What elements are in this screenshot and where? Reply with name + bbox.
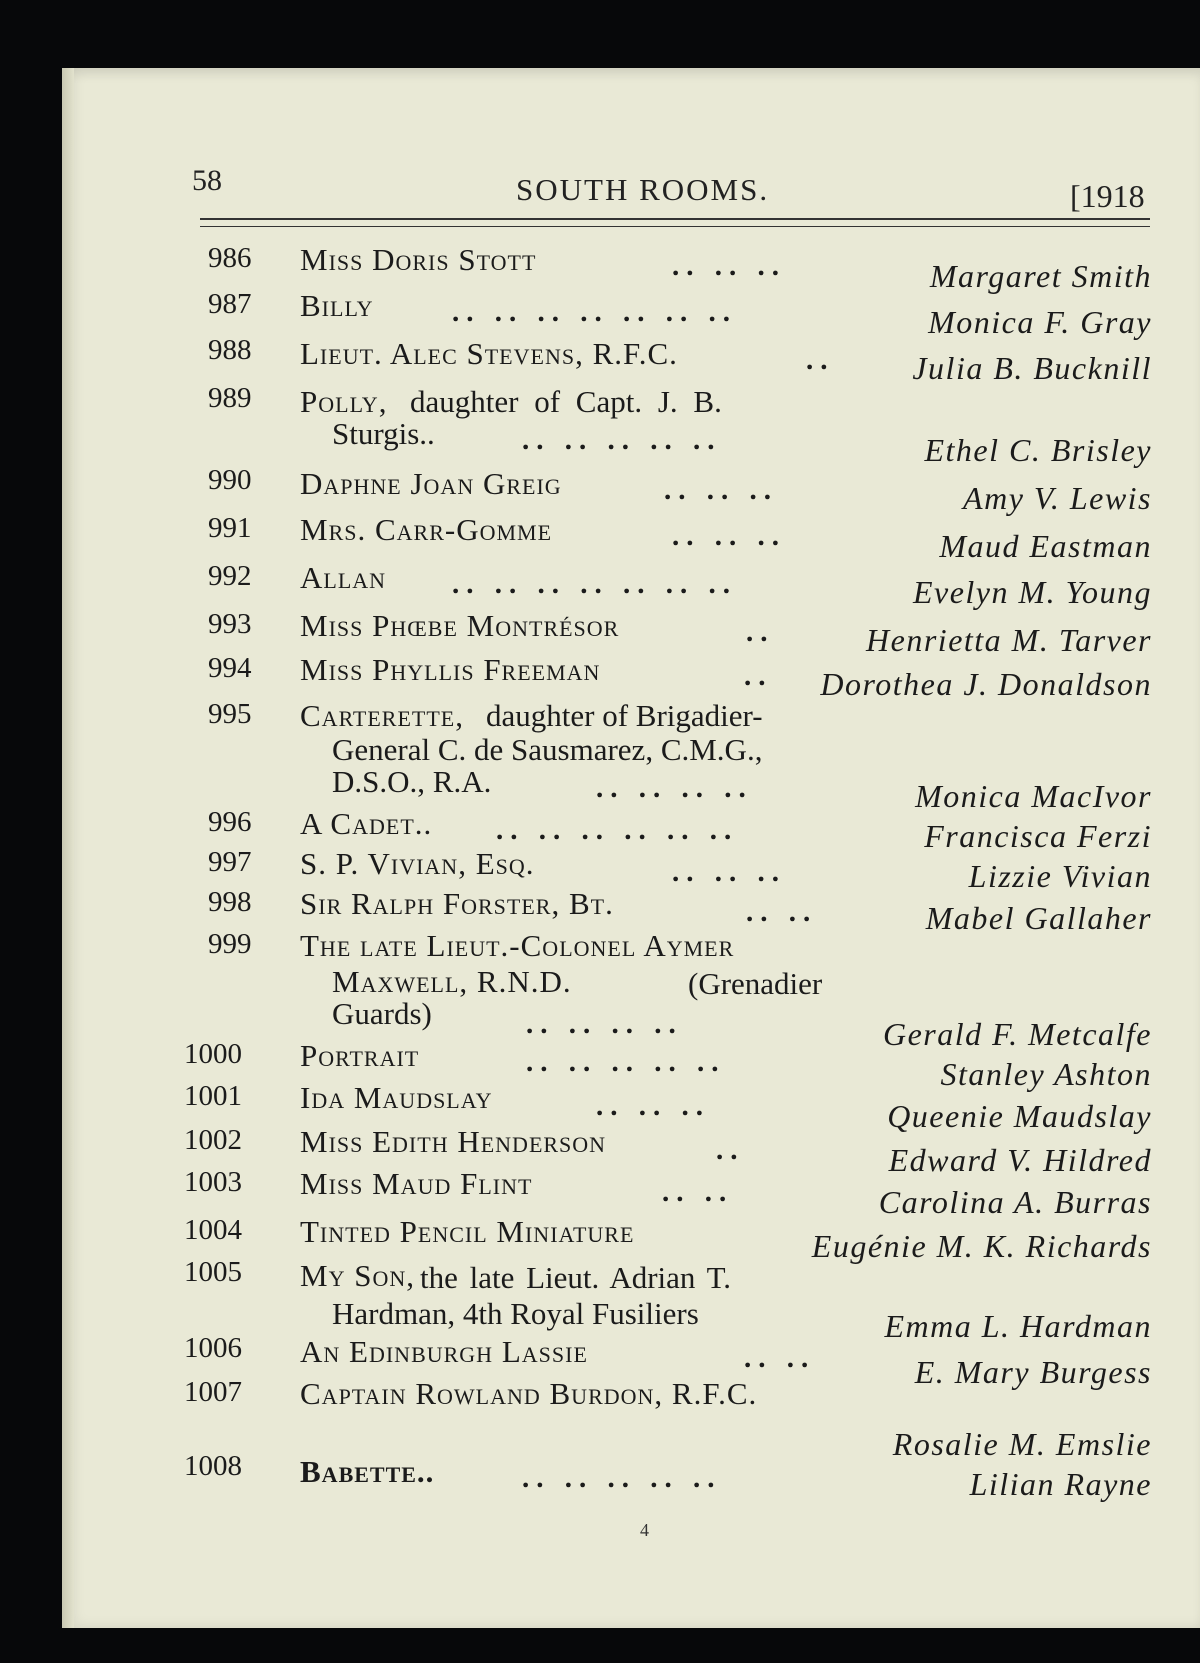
entry-artist: Margaret Smith [929, 258, 1152, 294]
entry-number: 986 [208, 242, 252, 274]
leader-dots: .. .. .. .. .. [526, 1046, 726, 1078]
entry-number: 997 [208, 846, 252, 878]
leader-dots: .. [716, 1134, 745, 1166]
entry-artist: Stanley Ashton [940, 1056, 1152, 1092]
entry-title-line2: General C. de Sausmarez, C.M.G., [332, 732, 763, 767]
leader-dots: .. .. [746, 896, 818, 928]
entry-number: 989 [208, 382, 252, 414]
entry-title: An Edinburgh Lassie [300, 1334, 588, 1369]
entry-number: 1003 [184, 1166, 242, 1198]
leader-dots: .. .. .. .. .. .. .. [452, 296, 737, 328]
entry-title: Allan [300, 560, 387, 595]
entry-title: Portrait [300, 1038, 420, 1073]
entry-number: 994 [208, 652, 252, 684]
entry-title: Miss Phyllis Freeman [300, 652, 601, 687]
entry-number: 1006 [184, 1332, 242, 1364]
leader-dots: .. .. .. [664, 474, 778, 506]
entry-title-continued: (Grenadier [688, 966, 823, 1001]
entry-title: Captain Rowland Burdon, R.F.C. [300, 1376, 758, 1411]
entry-title: Miss Phœbe Montrésor [300, 608, 620, 643]
entry-title: The late Lieut.-Colonel Aymer [300, 928, 735, 963]
leader-dots: .. [806, 344, 835, 376]
leader-dots: .. .. .. .. [526, 1008, 683, 1040]
entry-title: Mrs. Carr-Gomme [300, 512, 553, 547]
leader-dots: .. .. .. .. .. .. .. [452, 568, 737, 600]
entry-artist: Monica F. Gray [928, 304, 1152, 340]
entry-number: 1002 [184, 1124, 242, 1156]
entry-artist: Lizzie Vivian [968, 858, 1152, 894]
entry-title-line2: Maxwell, R.N.D. [332, 964, 572, 999]
leader-dots: .. .. .. .. .. [522, 1462, 722, 1494]
entry-number: 998 [208, 886, 252, 918]
entry-number: 990 [208, 464, 252, 496]
entry-number: 1004 [184, 1214, 242, 1246]
entry-number: 988 [208, 334, 252, 366]
page-number: 58 [192, 164, 222, 197]
entry-artist: Evelyn M. Young [912, 574, 1152, 610]
entry-artist: Monica MacIvor [915, 778, 1152, 814]
entry-title: Babette.. [300, 1454, 435, 1489]
entry-artist: Rosalie M. Emslie [892, 1426, 1152, 1462]
entry-artist: Gerald F. Metcalfe [882, 1016, 1152, 1052]
entry-title-continued: daughter of Brigadier- [486, 698, 763, 733]
entry-title: Daphne Joan Greig [300, 466, 562, 501]
entry-artist: Julia B. Bucknill [912, 350, 1152, 386]
entry-artist: Ethel C. Brisley [924, 432, 1152, 468]
entry-title-continued: daughter of Capt. J. B. [410, 384, 722, 419]
entry-title: My Son, [300, 1258, 415, 1293]
entry-title: Tinted Pencil Miniature [300, 1214, 635, 1249]
entry-title: Miss Maud Flint [300, 1166, 533, 1201]
leader-dots: .. .. [662, 1176, 734, 1208]
entry-title: Billy [300, 288, 374, 323]
entry-artist: Edward V. Hildred [888, 1142, 1152, 1178]
leader-dots: .. [746, 616, 775, 648]
entry-artist: Henrietta M. Tarver [866, 622, 1152, 658]
entry-number: 992 [208, 560, 252, 592]
leader-dots: .. .. .. [672, 520, 786, 552]
entry-number: 1008 [184, 1450, 242, 1482]
entry-title-line3: Guards) [332, 996, 432, 1031]
entry-title: Carterette, [300, 698, 464, 733]
year-label: [1918 [1070, 178, 1145, 214]
leader-dots: .. .. [744, 1342, 816, 1374]
entry-title-line3: D.S.O., R.A. [332, 764, 492, 799]
entry-number: 1000 [184, 1038, 242, 1070]
entry-title-line2: Hardman, 4th Royal Fusiliers [332, 1296, 699, 1331]
footer-mark: 4 [640, 1520, 649, 1540]
entry-artist: Francisca Ferzi [924, 818, 1152, 854]
entry-title: Miss Doris Stott [300, 242, 537, 277]
leader-dots: .. .. .. .. .. .. [496, 814, 739, 846]
entry-number: 1005 [184, 1256, 242, 1288]
entry-number: 1007 [184, 1376, 242, 1408]
entry-title: Sir Ralph Forster, Bt. [300, 886, 614, 921]
entry-number: 1001 [184, 1080, 242, 1112]
entry-artist: Dorothea J. Donaldson [820, 666, 1152, 702]
entry-artist: Emma L. Hardman [884, 1308, 1152, 1344]
entry-artist: Eugénie M. K. Richards [811, 1228, 1152, 1264]
leader-dots: .. .. .. [596, 1090, 710, 1122]
entry-number: 991 [208, 512, 252, 544]
entry-artist: Maud Eastman [939, 528, 1152, 564]
leader-dots: .. .. .. [672, 250, 786, 282]
entry-artist: Mabel Gallaher [925, 900, 1152, 936]
leader-dots: .. [744, 660, 773, 692]
entry-number: 987 [208, 288, 252, 320]
entry-number: 996 [208, 806, 252, 838]
entry-artist: Amy V. Lewis [963, 480, 1152, 516]
entry-title-continued: the late Lieut. Adrian T. [420, 1260, 731, 1295]
entry-title: Miss Edith Henderson [300, 1124, 607, 1159]
entry-artist: Carolina A. Burras [878, 1184, 1152, 1220]
entry-title: S. P. Vivian, Esq. [300, 846, 535, 881]
entry-artist: Queenie Maudslay [887, 1098, 1152, 1134]
leader-dots: .. .. .. .. [596, 772, 753, 804]
entry-title-line2: Sturgis.. [332, 416, 435, 451]
entry-number: 993 [208, 608, 252, 640]
entry-artist: Lilian Rayne [969, 1466, 1152, 1502]
entry-title: Lieut. Alec Stevens, R.F.C. [300, 336, 678, 371]
entry-artist: E. Mary Burgess [914, 1354, 1152, 1390]
leader-dots: .. .. .. [672, 856, 786, 888]
entry-title: Ida Maudslay [300, 1080, 493, 1115]
running-title: SOUTH ROOMS. [516, 172, 770, 207]
entry-number: 999 [208, 928, 252, 960]
entry-number: 995 [208, 698, 252, 730]
leader-dots: .. .. .. .. .. [522, 424, 722, 456]
entry-title: A Cadet.. [300, 806, 433, 841]
entry-title: Polly, [300, 384, 388, 419]
